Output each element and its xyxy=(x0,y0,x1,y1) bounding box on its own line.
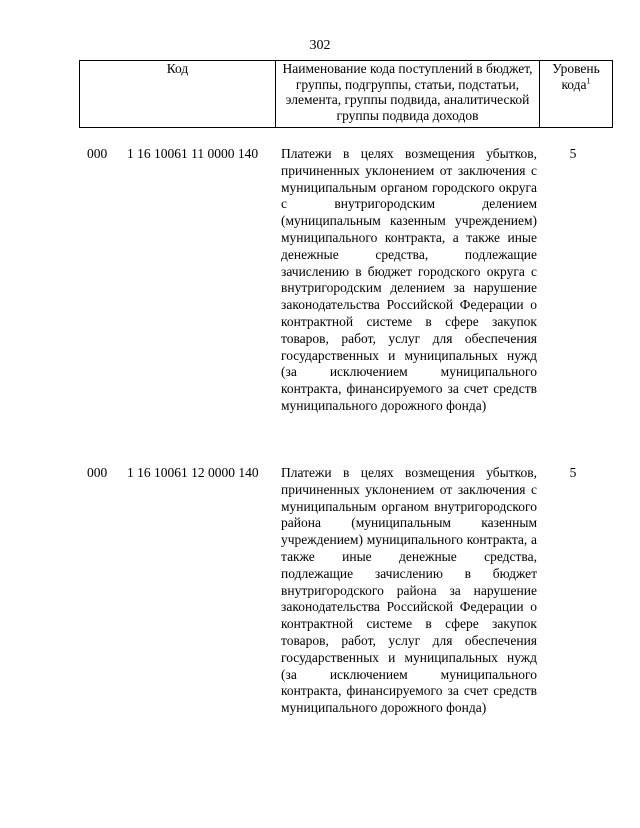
header-level-footnote: 1 xyxy=(586,76,591,86)
page-number: 302 xyxy=(309,38,331,53)
row-level: 5 xyxy=(569,146,577,161)
header-name-label: Наименование кода поступлений в бюджет, группы, подгруппы, статьи, подстатьи, элемента, группы подвида, аналитической группы подвида доходов xyxy=(282,61,533,123)
row-name: Платежи в целях возмещения убытков, причиненных уклонением от заключения с муниципальным органом внутригородского района (муниципальным казенным учреждением) муниципального контракта, а также иные денежные средства, подлежащие зачислению в бюджет внутригородского района за нарушение законодательства Российской Федерации о контрактной системе в сфере закупок товаров, работ, услуг для обеспечения государственных и муниципальных нужд (за исключением муниципального контракта, финансируемого за счет средств муниципального дорожного фонда) xyxy=(281,465,537,716)
row-level: 5 xyxy=(569,465,577,480)
row-kbk-code: 1 16 10061 11 0000 140 xyxy=(127,146,259,161)
row-admin-code: 000 xyxy=(87,146,108,161)
row-name: Платежи в целях возмещения убытков, причиненных уклонением от заключения с муниципальным органом городского округа с внутригородским делением (муниципальным казенным учреждением) муниципального контракта, а также иные денежные средства, подлежащие зачислению в бюджет городского округа с внутригородским делением за нарушение законодательства Российской Федерации о контрактной системе в сфере закупок товаров, работ, услуг для обеспечения государственных и муниципальных нужд (за исключением муниципального контракта, финансируемого за счет средств муниципального дорожного фонда) xyxy=(281,146,537,413)
row-admin-code: 000 xyxy=(87,465,108,480)
header-name-cell xyxy=(276,61,540,128)
header-level-cell xyxy=(540,61,613,128)
header-code-cell xyxy=(80,61,276,128)
table-header xyxy=(79,60,613,128)
row-kbk-code: 1 16 10061 12 0000 140 xyxy=(127,465,259,480)
header-level-label: Уровень кода xyxy=(552,61,600,92)
header-code-label: Код xyxy=(166,61,189,76)
